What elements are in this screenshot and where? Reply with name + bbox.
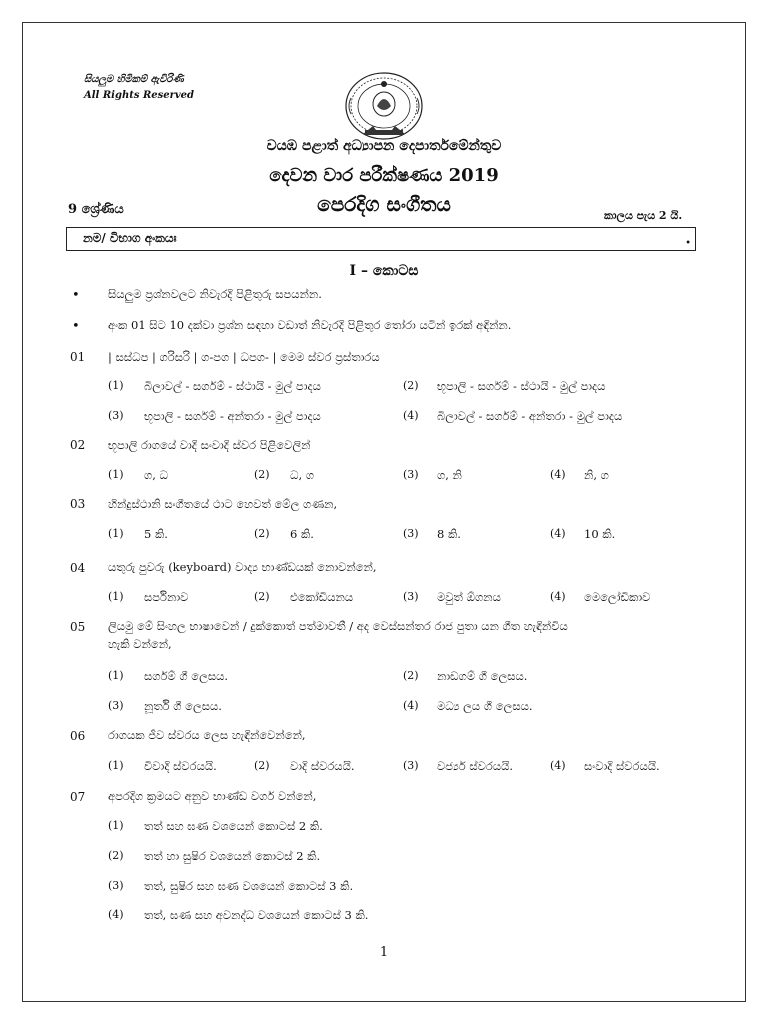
option-text[interactable]: ග, නි	[437, 468, 462, 482]
grade-label: 9 ශ්‍රේණිය	[68, 202, 124, 217]
option-text[interactable]: තත්, සුෂිර සහ ඝණ වශයෙන් කොටස් 3 කි.	[144, 879, 354, 893]
option-text[interactable]: මෙලෝඩිකාව	[584, 590, 651, 604]
option-text[interactable]: 6 කි.	[290, 527, 314, 541]
option-number: (2)	[254, 590, 270, 603]
option-number: (4)	[108, 908, 124, 921]
option-number: (4)	[550, 590, 566, 603]
option-number: (3)	[403, 759, 419, 772]
question-number: 01	[70, 350, 86, 364]
option-text[interactable]: 10 කි.	[584, 527, 616, 541]
option-text[interactable]: ධ, ග	[290, 468, 315, 482]
option-number: (1)	[108, 759, 124, 772]
page-number: 1	[379, 945, 389, 960]
option-text[interactable]: සර්ගම් ගී ලෙසය.	[144, 669, 229, 683]
option-number: (2)	[254, 527, 270, 540]
option-number: (1)	[108, 379, 124, 392]
option-number: (4)	[550, 468, 566, 481]
question-text: අපරදිග ක්‍රමයට අනුව භාණ්ඩ වර්ග වන්නේ,	[108, 789, 317, 803]
option-text[interactable]: 5 කි.	[144, 527, 168, 541]
bullet-icon: •	[72, 288, 80, 303]
instruction-1: සියලුම ප්‍රශ්නවලට නිවැරදි පිළිතුරු සපයන්න.	[108, 287, 322, 301]
option-number: (2)	[254, 468, 270, 481]
duration-label: කාලය පැය 2 යි.	[604, 209, 683, 222]
option-text[interactable]: භූපාලි - සර්ගම් - ස්ථායි - මුල් පාදය	[437, 379, 606, 393]
option-number: (4)	[403, 409, 419, 422]
question-number: 06	[70, 729, 86, 743]
option-text[interactable]: තත්, ඝණ සහ අවනද්ධ වශයෙන් කොටස් 3 කි.	[144, 908, 369, 922]
question-number: 03	[70, 497, 86, 511]
option-number: (3)	[108, 699, 124, 712]
option-number: (3)	[403, 468, 419, 481]
question-number: 04	[70, 561, 86, 575]
question-text-line-2: හැකි වන්නේ,	[108, 637, 172, 651]
question-text: | සස්ධප | ගරිසරි | ග-පග | ධපග- | මෙම ස්වර ප්‍රස්තාරය	[108, 350, 380, 364]
option-number: (1)	[108, 669, 124, 682]
option-number: (2)	[403, 379, 419, 392]
rights-sinhala: සියලුම හිමිකම් ඇවිරිණි	[84, 74, 184, 85]
option-text[interactable]: විවාදි ස්වරයයි.	[144, 759, 217, 773]
option-number: (3)	[108, 409, 124, 422]
option-number: (2)	[254, 759, 270, 772]
option-number: (1)	[108, 819, 124, 832]
option-text[interactable]: නාඩගම් ගී ලෙසය.	[437, 669, 528, 683]
exam-title: දෙවන වාර පරීක්ෂණය 2019	[269, 165, 499, 186]
question-text: හින්දුස්ථානි සංගීතයේ ථාට හෙවත් මේල ගණන,	[108, 497, 338, 511]
option-number: (3)	[403, 590, 419, 603]
option-text[interactable]: වාදි ස්වරයයි.	[290, 759, 355, 773]
name-index-label: නම/ විභාග අංකයඃ	[83, 231, 177, 245]
section-title: I – කොටස	[349, 263, 419, 279]
option-text[interactable]: නූර්ති ගී ලෙසය.	[144, 699, 222, 713]
department-name: වයඹ පළාත් අධ්‍යාපන දෙපාර්තමේන්තුව	[266, 138, 502, 154]
option-text[interactable]: 8 කි.	[437, 527, 461, 541]
option-text[interactable]: සර්පිනාව	[144, 590, 189, 604]
instruction-2: අංක 01 සිට 10 දක්වා ප්‍රශ්න සඳහා වඩාත් නිවැරදි පිළිතුර තෝරා යටින් ඉරක් අඳින්න.	[108, 318, 512, 332]
bullet-icon: •	[72, 319, 80, 334]
option-text[interactable]: තත් සහ ඝණ වශයෙන් කොටස් 2 කි.	[144, 819, 323, 833]
option-number: (1)	[108, 590, 124, 603]
option-text[interactable]: බිලාවල් - සර්ගම් - ස්ථායි - මුල් පාදය	[144, 379, 321, 393]
option-number: (4)	[550, 759, 566, 772]
box-marker-dot: •	[685, 237, 691, 249]
rights-english: All Rights Reserved	[84, 90, 195, 101]
question-text: යතුරු පුවරු (keyboard) වාද්‍ය භාණ්ඩයක් නොවන්නේ,	[108, 560, 377, 574]
option-number: (2)	[403, 669, 419, 682]
option-number: (2)	[108, 849, 124, 862]
option-number: (4)	[550, 527, 566, 540]
option-number: (4)	[403, 699, 419, 712]
option-text[interactable]: තත් හා සුෂිර වශයෙන් කොටස් 2 කි.	[144, 849, 321, 863]
subject-title: පෙරදිග සංගීතය	[317, 192, 451, 216]
question-text: රාගයක ජීව ස්වරය ලෙස හැඳින්වෙන්නේ,	[108, 728, 306, 742]
option-text[interactable]: ග, ධ	[144, 468, 169, 482]
question-number: 05	[70, 620, 86, 634]
option-number: (3)	[403, 527, 419, 540]
option-number: (1)	[108, 468, 124, 481]
option-text[interactable]: මධ්‍ය ලය ගී ලෙසය.	[437, 699, 533, 713]
option-text[interactable]: භූපාලි - සර්ගම් - අන්තරා - මුල් පාදය	[144, 409, 321, 423]
option-text[interactable]: එකෝඩියනය	[290, 590, 354, 604]
option-text[interactable]: නි, ග	[584, 468, 609, 482]
government-emblem-icon	[333, 68, 435, 148]
question-number: 02	[70, 438, 86, 452]
name-index-box[interactable]	[66, 227, 696, 251]
question-text: භූපාලි රාගයේ වාදි සංවාදි ස්වර පිළිවෙලින්	[108, 438, 311, 452]
option-number: (1)	[108, 527, 124, 540]
option-text[interactable]: සංවාදි ස්වරයයි.	[584, 759, 660, 773]
question-text-line-1: ලියමු මේ සිංහල භාෂාවෙන් / දුක්කොත් පත්මාවතී / අද වෙස්සන්තර රාජ පුතා යන ගීත හැඳින්විය	[108, 619, 568, 633]
option-text[interactable]: මවුත් ඕගනය	[437, 590, 501, 604]
option-text[interactable]: බිලාවල් - සර්ගම් - අන්තරා - මුල් පාදය	[437, 409, 623, 423]
option-text[interactable]: වර්ජ්‍ය ස්වරයයි.	[437, 759, 514, 773]
option-number: (3)	[108, 879, 124, 892]
question-number: 07	[70, 790, 86, 804]
